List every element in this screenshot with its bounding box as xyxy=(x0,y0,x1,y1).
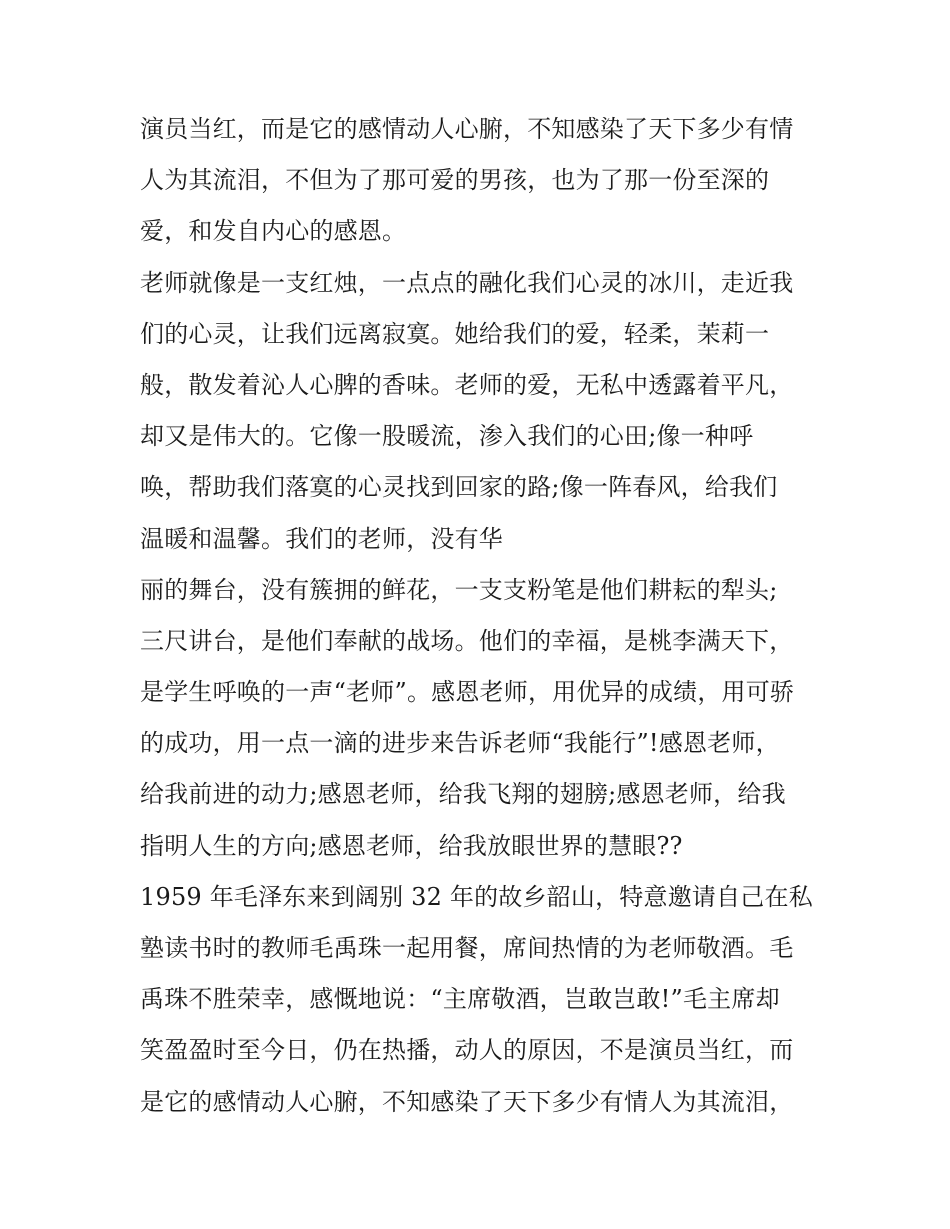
text-line: 演员当红，而是它的感情动人心腑，不知感染了天下多少有情 xyxy=(140,115,794,143)
text-line: 温暖和温馨。我们的老师，没有华 xyxy=(140,524,503,553)
text-line: 的成功，用一点一滴的进步来告诉老师“我能行”!感恩老师， xyxy=(140,729,780,758)
text-line: 给我前进的动力;感恩老师，给我飞翔的翅膀;感恩老师，给我 xyxy=(140,780,786,809)
text-line: 笑盈盈时至今日，仍在热播，动人的原因，不是演员当红，而 xyxy=(140,1036,794,1065)
text-line: 丽的舞台，没有簇拥的鲜花，一支支粉笔是他们耕耘的犁头; xyxy=(140,575,778,604)
text-line: 指明人生的方向;感恩老师，给我放眼世界的慧眼?? xyxy=(140,831,683,860)
text-line: 是学生呼唤的一声“老师”。感恩老师，用优异的成绩，用可骄 xyxy=(140,678,795,707)
text-line: 禹珠不胜荣幸，感慨地说：“主席敬酒，岂敢岂敢!”毛主席却 xyxy=(140,985,780,1014)
text-line: 却又是伟大的。它像一股暖流，渗入我们的心田;像一种呼 xyxy=(140,422,754,451)
text-line: 人为其流泪，不但为了那可爱的男孩，也为了那一份至深的 xyxy=(140,166,770,195)
text-line: 们的心灵，让我们远离寂寞。她给我们的爱，轻柔，茉莉一 xyxy=(140,319,770,348)
text-line: 老师就像是一支红烛，一点点的融化我们心灵的冰川，走近我 xyxy=(140,268,794,297)
text-line: 爱，和发自内心的感恩。 xyxy=(140,217,407,246)
text-line: 般，散发着沁人心脾的香味。老师的爱，无私中透露着平凡， xyxy=(140,370,794,399)
body-text xyxy=(140,104,830,1128)
text-line: 三尺讲台，是他们奉献的战场。他们的幸福，是桃李满天下， xyxy=(140,626,794,655)
text-line: 1959 年毛泽东来到阔别 32 年的故乡韶山，特意邀请自己在私 xyxy=(140,882,813,911)
text-line: 唤，帮助我们落寞的心灵找到回家的路;像一阵春风，给我们 xyxy=(140,473,778,502)
text-line: 是它的感情动人心腑，不知感染了天下多少有情人为其流泪， xyxy=(140,1087,794,1116)
text-line: 塾读书时的教师毛禹珠一起用餐，席间热情的为老师敬酒。毛 xyxy=(140,934,794,962)
